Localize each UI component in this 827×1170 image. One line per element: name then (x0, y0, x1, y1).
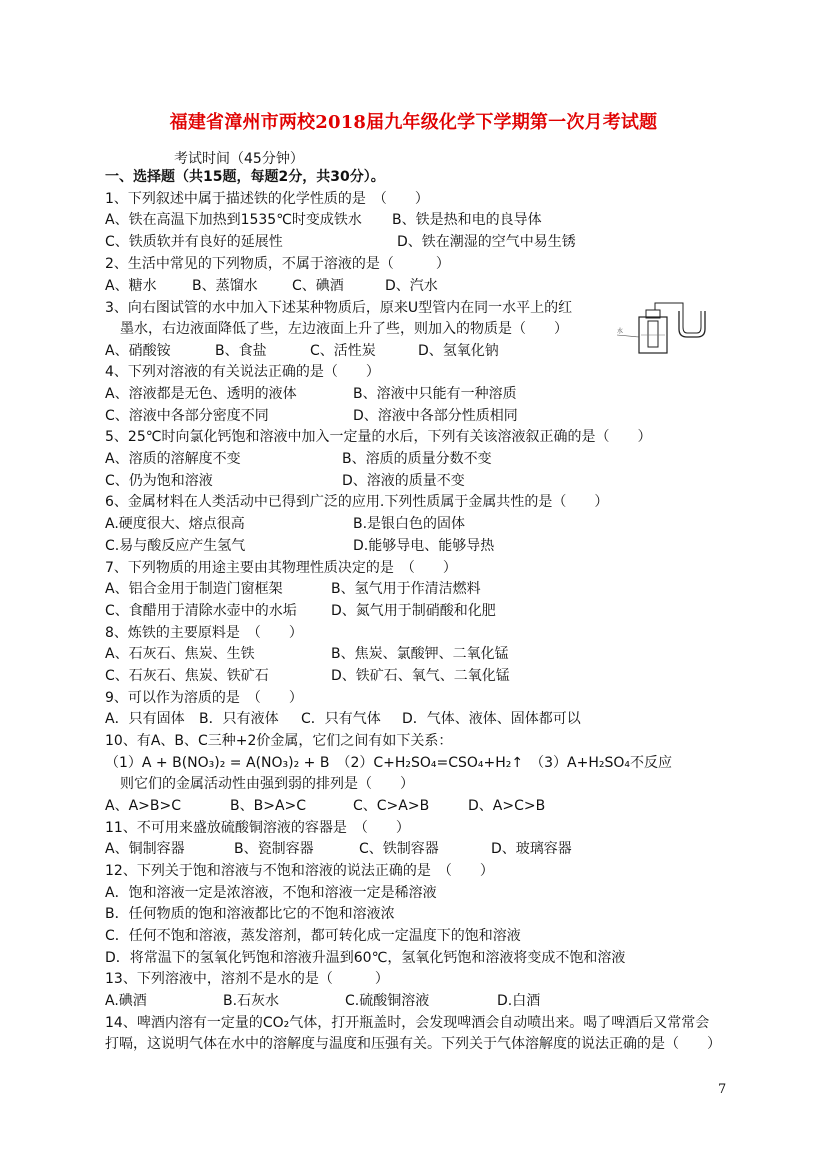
q9-option-a: A．只有固体 (105, 711, 185, 727)
question-3: 3、向右图试管的水中加入下述某种物质后，原来U型管内在同一水平上的红 (105, 300, 573, 316)
question-5: 5、25℃时向氯化钙饱和溶液中加入一定量的水后，下列有关该溶液叙正确的是（ ） (105, 429, 652, 445)
q6-option-a: A.硬度很大、熔点很高 (105, 516, 245, 532)
q12-option-a: A．饱和溶液一定是浓溶液，不饱和溶液一定是稀溶液 (105, 885, 437, 901)
q3-option-c: C、活性炭 (310, 343, 376, 359)
question-13: 13、下列溶液中，溶剂不是水的是（ ） (105, 971, 389, 987)
q11-option-c: C、铁制容器 (359, 841, 439, 857)
q4-option-a: A、溶液都是无色、透明的液体 (105, 386, 297, 402)
q1-option-b: B、铁是热和电的良导体 (392, 212, 542, 228)
q3-option-a: A、硝酸铵 (105, 343, 171, 359)
q7-option-b: B、氢气用于作清洁燃料 (331, 581, 481, 597)
question-7: 7、下列物质的用途主要由其物理性质决定的是 （ ） (105, 560, 457, 576)
question-9: 9、可以作为溶质的是 （ ） (105, 690, 303, 706)
q1-option-d: D、铁在潮湿的空气中易生锈 (397, 234, 576, 250)
q10-option-a: A、A>B>C (105, 798, 181, 814)
q11-option-d: D、玻璃容器 (491, 841, 572, 857)
q9-option-d: D．气体、液体、固体都可以 (402, 711, 581, 727)
question-3-cont: 墨水，右边液面降低了些，左边液面上升了些，则加入的物质是（ ） (120, 321, 568, 337)
q9-option-b: B．只有液体 (199, 711, 279, 727)
q6-option-c: C.易与酸反应产生氢气 (105, 538, 246, 554)
page-number: 7 (718, 1082, 727, 1097)
q8-option-a: A、石灰石、焦炭、生铁 (105, 646, 255, 662)
question-8: 8、炼铁的主要原料是 （ ） (105, 625, 303, 641)
q13-option-b: B.石灰水 (223, 993, 280, 1009)
q3-option-b: B、食盐 (215, 343, 267, 359)
q4-option-c: C、溶液中各部分密度不同 (105, 408, 269, 424)
q4-option-b: B、溶液中只能有一种溶质 (353, 386, 517, 402)
question-1: 1、下列叙述中属于描述铁的化学性质的是 （ ） (105, 191, 429, 207)
q9-option-c: C．只有气体 (301, 711, 381, 727)
section-heading: 一、选择题（共15题，每题2分，共30分）。 (105, 169, 385, 185)
question-14: 14、啤酒内溶有一定量的CO₂气体，打开瓶盖时，会发现啤酒会自动喷出来。喝了啤酒后又常常会 (105, 1015, 710, 1031)
q2-option-c: C、碘酒 (292, 278, 344, 294)
q11-option-b: B、瓷制容器 (234, 841, 314, 857)
u-tube-apparatus-figure (615, 297, 715, 357)
q13-option-d: D.白酒 (497, 993, 541, 1009)
q10-reactions: （1）A + B(NO₃)₂ = A(NO₃)₂ + B （2）C+H₂SO₄=CSO₄+H₂↑ （3）A+H₂SO₄不反应 (105, 755, 673, 771)
q7-option-c: C、食醋用于清除水壶中的水垢 (105, 603, 297, 619)
figure-label: 水 (617, 328, 624, 335)
question-2: 2、生活中常见的下列物质，不属于溶液的是（ ） (105, 256, 450, 272)
question-14-cont: 打嗝，这说明气体在水中的溶解度与温度和压强有关。下列关于气体溶解度的说法正确的是（ ） (105, 1036, 721, 1052)
q10-option-c: C、C>A>B (353, 798, 430, 814)
q10-question: 则它们的金属活动性由强到弱的排列是（ ） (120, 776, 414, 792)
q7-option-d: D、氮气用于制硝酸和化肥 (331, 603, 496, 619)
q12-option-b: B．任何物质的饱和溶液都比它的不饱和溶液浓 (105, 906, 395, 922)
q6-option-b: B.是银白色的固体 (353, 516, 466, 532)
q12-option-d: D．将常温下的氢氧化钙饱和溶液升温到60℃，氢氧化钙饱和溶液将变成不饱和溶液 (105, 950, 626, 966)
q2-option-b: B、蒸馏水 (192, 278, 258, 294)
question-4: 4、下列对溶液的有关说法正确的是（ ） (105, 364, 380, 380)
q8-option-c: C、石灰石、焦炭、铁矿石 (105, 668, 269, 684)
q2-option-d: D、汽水 (385, 278, 438, 294)
exam-time: 考试时间（45分钟） (174, 151, 304, 167)
question-11: 11、不可用来盛放硫酸铜溶液的容器是 （ ） (105, 820, 410, 836)
q10-option-b: B、B>A>C (230, 798, 307, 814)
q1-option-c: C、铁质软并有良好的延展性 (105, 234, 283, 250)
q2-option-a: A、糖水 (105, 278, 157, 294)
question-6: 6、金属材料在人类活动中已得到广泛的应用.下列性质属于金属共性的是（ ） (105, 494, 609, 510)
q5-option-a: A、溶质的溶解度不变 (105, 451, 241, 467)
q7-option-a: A、铝合金用于制造门窗框架 (105, 581, 283, 597)
q6-option-d: D.能够导电、能够导热 (353, 538, 495, 554)
q5-option-b: B、溶质的质量分数不变 (342, 451, 492, 467)
q1-option-a: A、铁在高温下加热到1535℃时变成铁水 (105, 212, 362, 228)
q5-option-d: D、溶液的质量不变 (342, 473, 465, 489)
q4-option-d: D、溶液中各部分性质相同 (353, 408, 518, 424)
q8-option-d: D、铁矿石、氧气、二氧化锰 (331, 668, 510, 684)
q13-option-c: C.硫酸铜溶液 (345, 993, 430, 1009)
q8-option-b: B、焦炭、氯酸钾、二氧化锰 (331, 646, 509, 662)
q3-option-d: D、氢氧化钠 (418, 343, 499, 359)
exam-title: 福建省漳州市两校2018届九年级化学下学期第一次月考试题 (169, 112, 658, 133)
question-10: 10、有A、B、C三种+2价金属，它们之间有如下关系： (105, 733, 453, 749)
q10-option-d: D、A>C>B (468, 798, 546, 814)
q11-option-a: A、铜制容器 (105, 841, 185, 857)
question-12: 12、下列关于饱和溶液与不饱和溶液的说法正确的是 （ ） (105, 863, 494, 879)
q12-option-c: C．任何不饱和溶液，蒸发溶剂，都可转化成一定温度下的饱和溶液 (105, 928, 521, 944)
q13-option-a: A.碘酒 (105, 993, 147, 1009)
q5-option-c: C、仍为饱和溶液 (105, 473, 213, 489)
